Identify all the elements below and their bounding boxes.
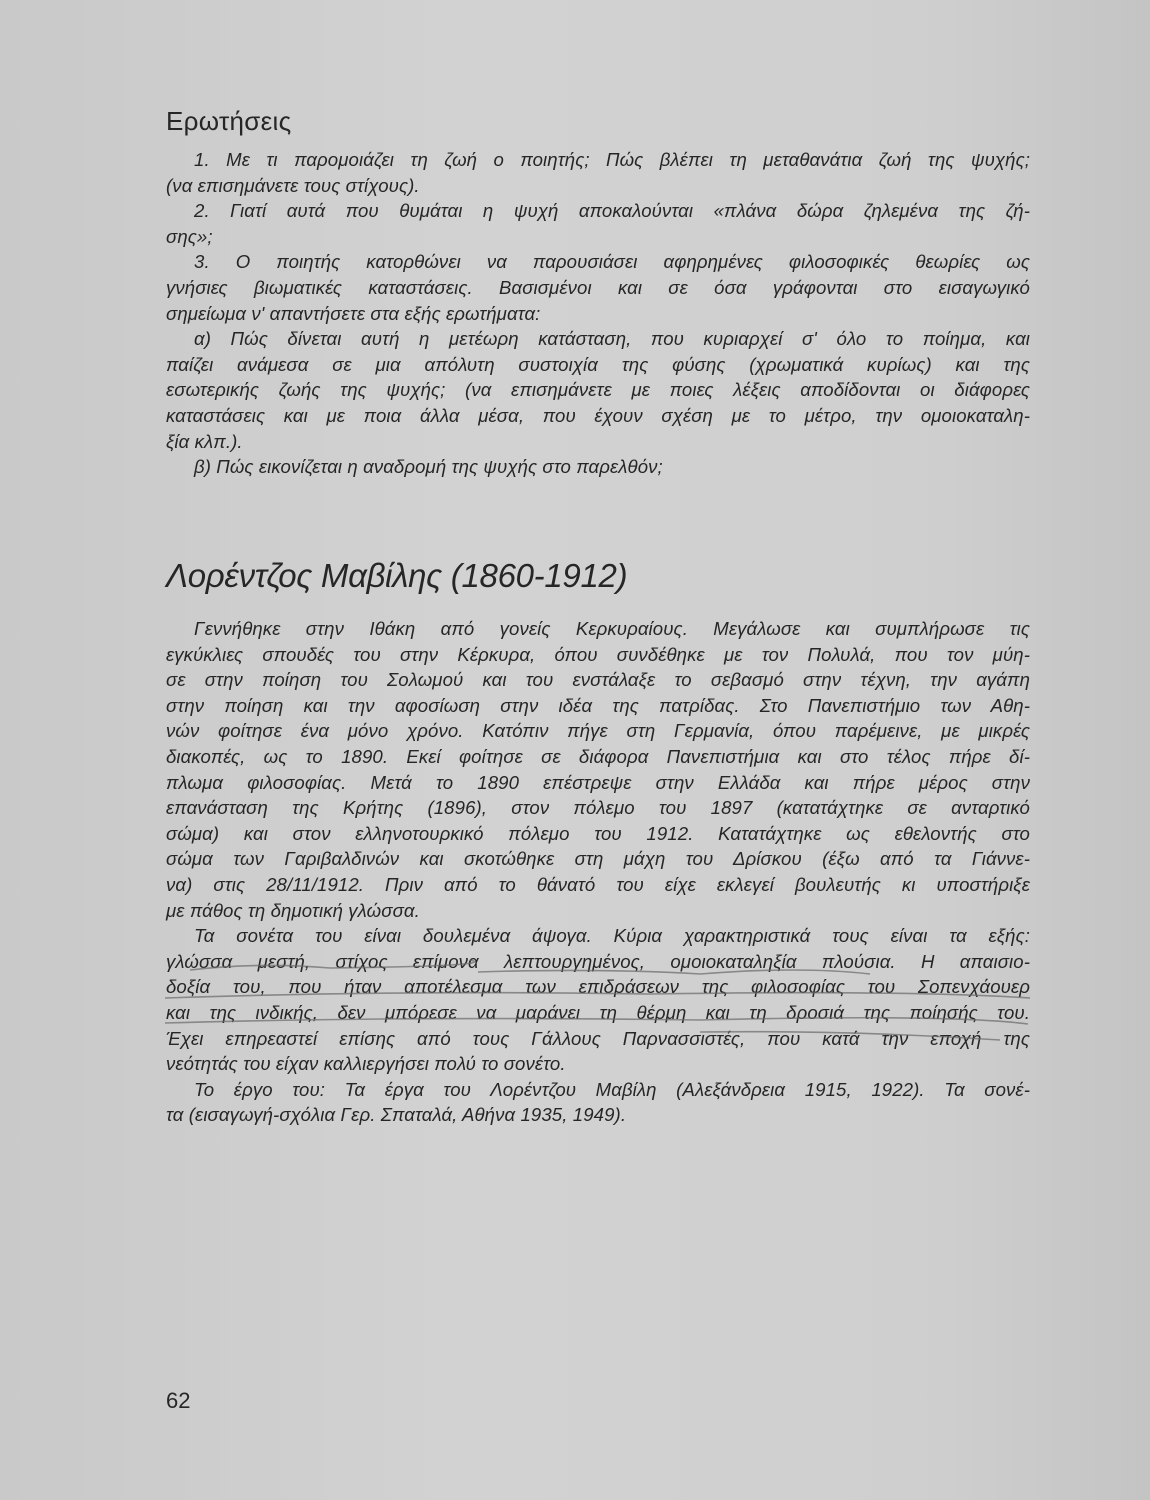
biography-line: εγκύκλιες σπουδές του στην Κέρκυρα, όπου συνδέθηκε με τον Πολυλά, που τον μύη-: [166, 643, 1030, 665]
question-line: 3. Ο ποιητής κατορθώνει να παρουσιάσει αφηρημένες φιλοσοφικές θεωρίες ως: [194, 251, 1030, 273]
biography-line: πλωμα φιλοσοφίας. Μετά το 1890 επέστρεψε στην Ελλάδα και πήρε μέρος στην: [166, 771, 1030, 793]
biography-line: επανάσταση της Κρήτης (1896), στον πόλεμο του 1897 (κατατάχτηκε σε ανταρτικό: [166, 797, 1030, 819]
biography-line: Έχει επηρεαστεί επίσης από τους Γάλλους Παρνασσιστές, που κατά την εποχή της: [166, 1027, 1030, 1049]
biography-line: Το έργο του: Τα έργα του Λορέντζου Μαβίλη (Αλεξάνδρεια 1915, 1922). Τα σονέ-: [194, 1078, 1030, 1100]
biography-line: σώμα) και στον ελληνοτουρκικό πόλεμο του 1912. Κατατάχτηκε ως εθελοντής στο: [166, 822, 1030, 844]
biography-line: και της ινδικής, δεν μπόρεσε να μαράνει τη θέρμη και τη δροσιά της ποίησής του.: [166, 1001, 1030, 1023]
question-line: καταστάσεις και με ποια άλλα μέσα, που έχουν σχέση με το μέτρο, την ομοιοκαταλη-: [166, 404, 1030, 426]
questions-section: [166, 104, 1030, 480]
biography-line: στην ποίηση και την αφοσίωση στην ιδέα της πατρίδας. Στο Πανεπιστήμιο των Αθη-: [166, 694, 1030, 716]
question-line: σης»;: [166, 225, 213, 247]
question-line: σημείωμα ν' απαντήσετε στα εξής ερωτήματα:: [166, 302, 541, 324]
biography-section: [166, 554, 1030, 1128]
question-line: 2. Γιατί αυτά που θυμάται η ψυχή αποκαλούνται «πλάνα δώρα ζηλεμένα της ζή-: [194, 200, 1030, 222]
questions-text: [166, 147, 1030, 480]
biography-text: [166, 616, 1030, 1128]
biography-line: Τα σονέτα του είναι δουλεμένα άψογα. Κύρια χαρακτηριστικά τους είναι τα εξής:: [194, 925, 1030, 947]
question-line: 1. Με τι παρομοιάζει τη ζωή ο ποιητής; Πώς βλέπει τη μεταθανάτια ζωή της ψυχής;: [194, 149, 1030, 170]
page-number: 62: [166, 1388, 191, 1413]
biography-line: σώμα των Γαριβαλδινών και σκοτώθηκε στη μάχη του Δρίσκου (έξω από τα Γιάννε-: [166, 848, 1030, 870]
question-line: γνήσιες βιωματικές καταστάσεις. Βασισμένοι και σε όσα γράφονται στο εισαγωγικό: [166, 276, 1030, 298]
biography-heading: Λορέντζος Μαβίλης (1860-1912): [166, 557, 628, 594]
biography-line: Γεννήθηκε στην Ιθάκη από γονείς Κερκυραίους. Μεγάλωσε και συμπλήρωσε τις: [194, 618, 1030, 639]
biography-line: νεότητάς του είχαν καλλιεργήσει πολύ το σονέτο.: [166, 1053, 566, 1075]
question-line: α) Πώς δίνεται αυτή η μετέωρη κατάσταση, που κυριαρχεί σ' όλο το ποίημα, και: [194, 328, 1030, 350]
question-line: β) Πώς εικονίζεται η αναδρομή της ψυχής στο παρελθόν;: [194, 456, 663, 478]
biography-line: νών φοίτησε ένα μόνο χρόνο. Κατόπιν πήγε στη Γερμανία, όπου παρέμεινε, με μικρές: [166, 720, 1030, 742]
question-line: παίζει ανάμεσα σε μια απόλυτη συστοιχία της φύσης (χρωματικά κυρίως) και της: [166, 353, 1030, 375]
biography-line: γλώσσα μεστή, στίχος επίμονα λεπτουργημένος, ομοιοκαταληξία πλούσια. Η απαισιο-: [166, 950, 1030, 972]
question-line: (να επισημάνετε τους στίχους).: [166, 174, 420, 196]
question-line: ξία κλπ.).: [166, 430, 243, 452]
questions-heading: Ερωτήσεις: [166, 106, 292, 136]
question-line: εσωτερικής ζωής της ψυχής; (να επισημάνετε με ποιες λέξεις αποδίδονται οι διάφορες: [166, 379, 1030, 401]
biography-line: να) στις 28/11/1912. Πριν από το θάνατό του είχε εκλεγεί βουλευτής κι υποστήριξε: [166, 873, 1030, 895]
biography-line: διακοπές, ως το 1890. Εκεί φοίτησε σε διάφορα Πανεπιστήμια και στο τέλος πήρε δί-: [166, 745, 1030, 767]
biography-line: τα (εισαγωγή-σχόλια Γερ. Σπαταλά, Αθήνα 1935, 1949).: [166, 1104, 627, 1126]
biography-line: με πάθος τη δημοτική γλώσσα.: [166, 899, 420, 921]
biography-line: σε στην ποίηση του Σολωμού και του ενστάλαξε το σεβασμό στην τέχνη, την αγάπη: [166, 669, 1030, 691]
biography-line: δοξία του, που ήταν αποτέλεσμα των επιδράσεων της φιλοσοφίας του Σοπενχάουερ: [166, 976, 1030, 998]
